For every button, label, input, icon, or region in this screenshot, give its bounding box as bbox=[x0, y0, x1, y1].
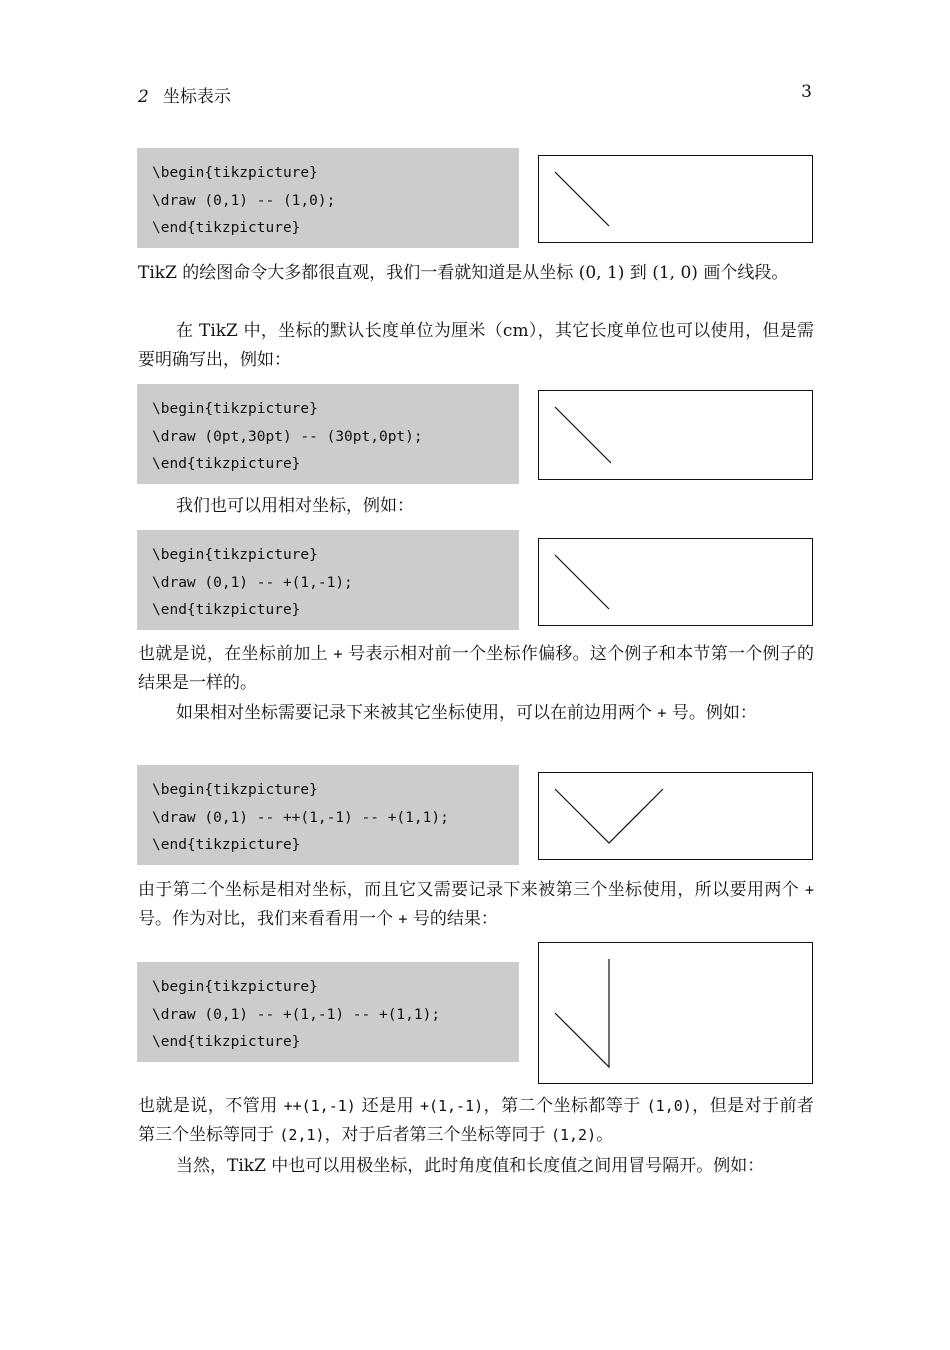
inline-code: (1,2) bbox=[550, 1126, 597, 1144]
paragraph-6: 由于第二个坐标是相对坐标，而且它又需要记录下来被第三个坐标使用，所以要用两个 + 号。作为对比，我们来看看用一个 + 号的结果： bbox=[138, 880, 814, 929]
figure-2-drawing bbox=[539, 391, 812, 479]
code-line: \draw (0pt,30pt) -- (30pt,0pt); bbox=[152, 428, 423, 445]
inline-code: (1,0) bbox=[646, 1097, 692, 1115]
figure-4-drawing bbox=[539, 773, 812, 859]
code-line: \draw (0,1) -- +(1,-1) -- +(1,1); bbox=[152, 1006, 441, 1023]
inline-code: + bbox=[657, 704, 667, 722]
inline-code: +(1,-1) bbox=[419, 1097, 484, 1115]
code-line: \begin{tikzpicture} bbox=[152, 401, 318, 417]
code-line: \draw (0,1) -- +(1,-1); bbox=[152, 574, 353, 591]
figure-1 bbox=[538, 155, 813, 243]
paragraph-5: 如果相对坐标需要记录下来被其它坐标使用，可以在前边用两个 + 号。例如： bbox=[176, 703, 757, 723]
code-line: \draw (0,1) -- (1,0); bbox=[152, 192, 336, 209]
code-line: \begin{tikzpicture} bbox=[152, 782, 318, 798]
code-line: \begin{tikzpicture} bbox=[152, 165, 318, 181]
code-line: \end{tikzpicture} bbox=[152, 456, 301, 472]
inline-code: + bbox=[398, 910, 408, 928]
figure-4 bbox=[538, 772, 813, 860]
inline-code: (2,1) bbox=[279, 1126, 325, 1144]
paragraph-2: 在 TikZ 中，坐标的默认长度单位为厘米（cm），其它长度单位也可以使用，但是需要明确写出，例如： bbox=[138, 321, 814, 370]
paragraph-8: 当然，TikZ 中也可以用极坐标，此时角度值和长度值之间用冒号隔开。例如： bbox=[176, 1156, 765, 1176]
paragraph-1: TikZ 的绘图命令大多都很直观，我们一看就知道是从坐标 (0, 1) 到 (1, 0) 画个线段。 bbox=[138, 263, 789, 283]
code-line: \end{tikzpicture} bbox=[152, 602, 301, 618]
figure-5 bbox=[538, 942, 813, 1084]
page-number: 3 bbox=[801, 82, 812, 102]
line-segment bbox=[555, 407, 611, 463]
code-line: \draw (0,1) -- ++(1,-1) -- +(1,1); bbox=[152, 809, 449, 826]
figure-3 bbox=[538, 538, 813, 626]
section-number: 2 bbox=[138, 87, 149, 107]
inline-code: + bbox=[804, 881, 814, 899]
code-block-1 bbox=[137, 148, 519, 248]
code-block-5 bbox=[137, 962, 519, 1062]
code-block-4 bbox=[137, 765, 519, 865]
section-title: 坐标表示 bbox=[162, 87, 231, 107]
paragraph-3: 我们也可以用相对坐标，例如： bbox=[176, 496, 414, 516]
code-line: \end{tikzpicture} bbox=[152, 220, 301, 236]
paragraph-7: 也就是说，不管用 ++(1,-1) 还是用 +(1,-1)，第二个坐标都等于 (1,0)，但是对于前者第三个坐标等同于 (2,1)，对于后者第三个坐标等同于 (1,2)。 bbox=[138, 1096, 815, 1145]
code-line: \end{tikzpicture} bbox=[152, 837, 301, 853]
code-block-2 bbox=[137, 384, 519, 484]
v-path bbox=[555, 789, 663, 843]
code-line: \end{tikzpicture} bbox=[152, 1034, 301, 1050]
code-line: \begin{tikzpicture} bbox=[152, 979, 318, 995]
code-line: \begin{tikzpicture} bbox=[152, 547, 318, 563]
inline-code: + bbox=[333, 645, 343, 663]
line-segment bbox=[555, 555, 609, 609]
figure-1-drawing bbox=[539, 156, 812, 242]
paragraph-4: 也就是说，在坐标前加上 + 号表示相对前一个坐标作偏移。这个例子和本节第一个例子的结果是一样的。 bbox=[138, 644, 814, 693]
path bbox=[555, 959, 609, 1067]
code-block-3 bbox=[137, 530, 519, 630]
figure-3-drawing bbox=[539, 539, 812, 625]
line-segment bbox=[555, 172, 609, 226]
running-header-section bbox=[138, 82, 231, 107]
figure-5-drawing bbox=[539, 943, 812, 1083]
figure-2 bbox=[538, 390, 813, 480]
inline-code: ++(1,-1) bbox=[283, 1097, 356, 1115]
